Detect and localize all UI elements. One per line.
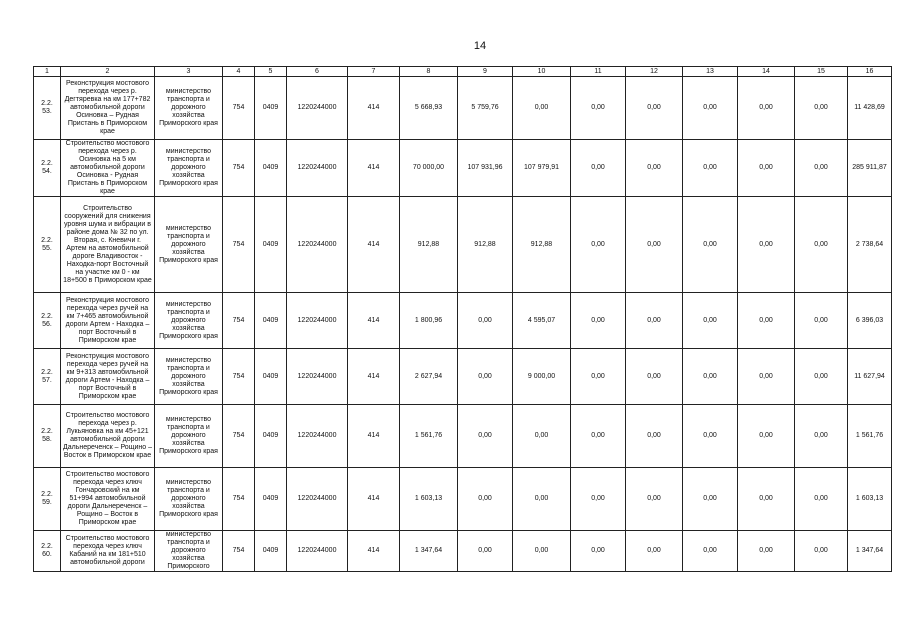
table-cell-c6: 1220244000 [287, 197, 348, 293]
table-cell-c16: 285 911,87 [848, 140, 892, 197]
table-cell-num: 2.2. 57. [34, 349, 61, 405]
table-cell-c9: 0,00 [458, 531, 513, 572]
table-cell-c9: 5 759,76 [458, 77, 513, 140]
budget-table [33, 66, 892, 572]
table-cell-c8: 1 347,64 [400, 531, 458, 572]
table-cell-c6: 1220244000 [287, 468, 348, 531]
column-header: 6 [287, 67, 348, 77]
table-cell-org: министерство транспорта и дорожного хозяйства Приморского [155, 531, 223, 572]
table-cell-c15: 0,00 [795, 468, 848, 531]
table-cell-c13: 0,00 [683, 140, 738, 197]
table-cell-c10: 0,00 [513, 468, 571, 531]
table-cell-c10: 0,00 [513, 77, 571, 140]
table-cell-num: 2.2. 59. [34, 468, 61, 531]
table-cell-name: Строительство мостового перехода через р. Лукьяновка на км 45+121 автомобильной дороги Дальнереченск – Рощино – Восток в Приморском крае [61, 405, 155, 468]
table-cell-c12: 0,00 [626, 197, 683, 293]
table-row [34, 531, 892, 572]
table-cell-c12: 0,00 [626, 77, 683, 140]
table-cell-c4: 754 [223, 531, 255, 572]
column-header: 8 [400, 67, 458, 77]
table-cell-c14: 0,00 [738, 468, 795, 531]
table-cell-c5: 0409 [255, 531, 287, 572]
table-cell-c15: 0,00 [795, 77, 848, 140]
table-cell-c13: 0,00 [683, 531, 738, 572]
table-cell-c4: 754 [223, 405, 255, 468]
table-cell-num: 2.2. 56. [34, 293, 61, 349]
column-header: 16 [848, 67, 892, 77]
table-cell-c14: 0,00 [738, 197, 795, 293]
page-number: 14 [473, 40, 487, 52]
table-row [34, 140, 892, 197]
table-cell-c9: 107 931,96 [458, 140, 513, 197]
table-cell-c14: 0,00 [738, 349, 795, 405]
header-row [34, 67, 892, 77]
table-cell-c6: 1220244000 [287, 405, 348, 468]
column-header: 15 [795, 67, 848, 77]
table-cell-c11: 0,00 [571, 531, 626, 572]
column-header: 13 [683, 67, 738, 77]
table-cell-c16: 1 561,76 [848, 405, 892, 468]
table-cell-name: Строительство мостового перехода через ключ Гончаровский на км 51+994 автомобильной дороги Дальнереченск – Рощино – Восток в Приморском крае [61, 468, 155, 531]
table-cell-c8: 1 561,76 [400, 405, 458, 468]
table-cell-c11: 0,00 [571, 140, 626, 197]
table-cell-c8: 70 000,00 [400, 140, 458, 197]
table-cell-c15: 0,00 [795, 293, 848, 349]
table-cell-org: министерство транспорта и дорожного хозяйства Приморского края [155, 349, 223, 405]
table-cell-c9: 0,00 [458, 405, 513, 468]
table-cell-c8: 1 603,13 [400, 468, 458, 531]
table-cell-c12: 0,00 [626, 468, 683, 531]
table-cell-c8: 1 800,96 [400, 293, 458, 349]
table-cell-c6: 1220244000 [287, 349, 348, 405]
table-cell-org: министерство транспорта и дорожного хозяйства Приморского края [155, 197, 223, 293]
table-cell-name: Строительство сооружений для снижения уровня шума и вибрации в районе дома № 32 по ул. Вторая, с. Кневичи г. Артем на автомобильной дороге Владивосток - Находка-порт Восточный на участке км 0 - км 18+500 в Приморском крае [61, 197, 155, 293]
column-header: 11 [571, 67, 626, 77]
table-row [34, 293, 892, 349]
column-header: 9 [458, 67, 513, 77]
table-cell-c8: 912,88 [400, 197, 458, 293]
table-cell-c5: 0409 [255, 405, 287, 468]
table-cell-c6: 1220244000 [287, 293, 348, 349]
table-row [34, 349, 892, 405]
table-cell-c11: 0,00 [571, 349, 626, 405]
table-cell-c9: 0,00 [458, 349, 513, 405]
column-header: 12 [626, 67, 683, 77]
table-cell-c13: 0,00 [683, 468, 738, 531]
table-cell-org: министерство транспорта и дорожного хозяйства Приморского края [155, 77, 223, 140]
table-cell-c7: 414 [348, 349, 400, 405]
table-cell-c10: 4 595,07 [513, 293, 571, 349]
table-cell-org: министерство транспорта и дорожного хозяйства Приморского края [155, 405, 223, 468]
table-cell-c5: 0409 [255, 140, 287, 197]
table-cell-name: Реконструкция мостового перехода через р. Дегтяревка на км 177+782 автомобильной дороги Осиновка – Рудная Пристань в Приморском крае [61, 77, 155, 140]
table-cell-c6: 1220244000 [287, 77, 348, 140]
table-cell-name: Реконструкция мостового перехода через ручей на км 9+313 автомобильной дороги Артем - Находка – порт Восточный в Приморском крае [61, 349, 155, 405]
table-cell-c6: 1220244000 [287, 531, 348, 572]
table-cell-c7: 414 [348, 140, 400, 197]
table-cell-num: 2.2. 60. [34, 531, 61, 572]
table-cell-c6: 1220244000 [287, 140, 348, 197]
table-row [34, 405, 892, 468]
table-cell-c10: 9 000,00 [513, 349, 571, 405]
table-cell-c14: 0,00 [738, 531, 795, 572]
table-cell-c10: 107 979,91 [513, 140, 571, 197]
table-cell-c10: 0,00 [513, 531, 571, 572]
table-cell-c16: 11 428,69 [848, 77, 892, 140]
table-cell-num: 2.2. 54. [34, 140, 61, 197]
table-cell-c14: 0,00 [738, 77, 795, 140]
column-header: 2 [61, 67, 155, 77]
table-cell-c15: 0,00 [795, 140, 848, 197]
table-cell-c16: 2 738,64 [848, 197, 892, 293]
table-cell-org: министерство транспорта и дорожного хозяйства Приморского края [155, 468, 223, 531]
table-cell-c7: 414 [348, 293, 400, 349]
table-cell-c4: 754 [223, 293, 255, 349]
table-cell-num: 2.2. 55. [34, 197, 61, 293]
table-cell-c7: 414 [348, 197, 400, 293]
table-cell-c13: 0,00 [683, 405, 738, 468]
table-cell-c16: 1 347,64 [848, 531, 892, 572]
column-header: 14 [738, 67, 795, 77]
table-cell-c8: 2 627,94 [400, 349, 458, 405]
table-cell-c15: 0,00 [795, 349, 848, 405]
table-cell-c11: 0,00 [571, 197, 626, 293]
table-cell-c14: 0,00 [738, 405, 795, 468]
table-cell-c9: 0,00 [458, 468, 513, 531]
table-cell-c14: 0,00 [738, 293, 795, 349]
table-cell-c9: 912,88 [458, 197, 513, 293]
table-cell-c5: 0409 [255, 468, 287, 531]
table-cell-c15: 0,00 [795, 531, 848, 572]
table-cell-org: министерство транспорта и дорожного хозяйства Приморского края [155, 140, 223, 197]
table-cell-c9: 0,00 [458, 293, 513, 349]
table-cell-c5: 0409 [255, 293, 287, 349]
table-cell-name: Реконструкция мостового перехода через ручей на км 7+465 автомобильной дороги Артем - Находка – порт Восточный в Приморском крае [61, 293, 155, 349]
table-cell-c4: 754 [223, 349, 255, 405]
table-cell-c13: 0,00 [683, 293, 738, 349]
column-header: 10 [513, 67, 571, 77]
table-cell-c8: 5 668,93 [400, 77, 458, 140]
table-cell-c11: 0,00 [571, 405, 626, 468]
table-cell-c12: 0,00 [626, 349, 683, 405]
table-cell-c12: 0,00 [626, 140, 683, 197]
table-cell-c5: 0409 [255, 197, 287, 293]
table-cell-c13: 0,00 [683, 77, 738, 140]
table-cell-c16: 11 627,94 [848, 349, 892, 405]
table-cell-c12: 0,00 [626, 293, 683, 349]
table-cell-c13: 0,00 [683, 349, 738, 405]
table-cell-org: министерство транспорта и дорожного хозяйства Приморского края [155, 293, 223, 349]
table-cell-c7: 414 [348, 77, 400, 140]
table-cell-c7: 414 [348, 468, 400, 531]
table-cell-num: 2.2. 53. [34, 77, 61, 140]
table-cell-c14: 0,00 [738, 140, 795, 197]
table-cell-c11: 0,00 [571, 468, 626, 531]
table-cell-c11: 0,00 [571, 77, 626, 140]
table-cell-c16: 1 603,13 [848, 468, 892, 531]
table-row [34, 77, 892, 140]
table-cell-c4: 754 [223, 197, 255, 293]
table-cell-c5: 0409 [255, 349, 287, 405]
table-cell-c7: 414 [348, 405, 400, 468]
column-header: 5 [255, 67, 287, 77]
column-header: 7 [348, 67, 400, 77]
table-cell-c12: 0,00 [626, 405, 683, 468]
column-header: 3 [155, 67, 223, 77]
table-row [34, 468, 892, 531]
table-cell-c4: 754 [223, 140, 255, 197]
table-row [34, 197, 892, 293]
table-cell-c13: 0,00 [683, 197, 738, 293]
table-cell-c12: 0,00 [626, 531, 683, 572]
table-cell-c4: 754 [223, 77, 255, 140]
table-cell-name: Строительство мостового перехода через ключ Кабаний на км 181+510 автомобильной дороги [61, 531, 155, 572]
table-cell-c15: 0,00 [795, 197, 848, 293]
column-header: 1 [34, 67, 61, 77]
table-cell-num: 2.2. 58. [34, 405, 61, 468]
table-cell-c10: 912,88 [513, 197, 571, 293]
table-cell-c10: 0,00 [513, 405, 571, 468]
table-cell-c7: 414 [348, 531, 400, 572]
table-cell-name: Строительство мостового перехода через р. Осиновка на 5 км автомобильной дороги Осиновка - Рудная Пристань в Приморском крае [61, 140, 155, 197]
table-cell-c16: 6 396,03 [848, 293, 892, 349]
table-cell-c4: 754 [223, 468, 255, 531]
table-cell-c11: 0,00 [571, 293, 626, 349]
table-cell-c5: 0409 [255, 77, 287, 140]
table-cell-c15: 0,00 [795, 405, 848, 468]
column-header: 4 [223, 67, 255, 77]
